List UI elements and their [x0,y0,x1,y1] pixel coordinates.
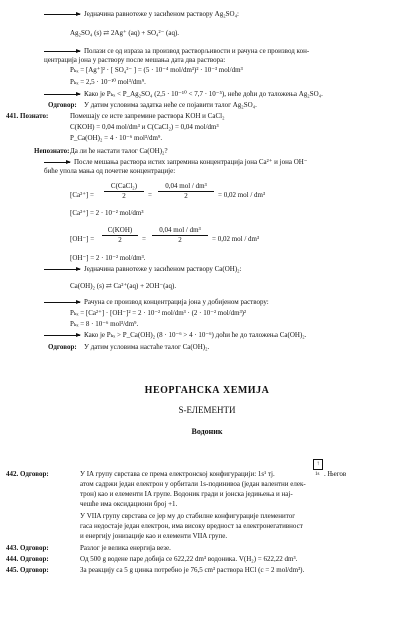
text-line: Разлог је велика енергија везе. [80,544,171,552]
orbital-box: ↑ [313,459,323,470]
equation: [Ca²⁺] = 2 · 10⁻² mol/dm³ [70,209,144,217]
answer-label: 443. Одговор: [6,544,49,552]
text-line: и енергију јонизације као и елементи VIIA групе. [80,532,228,540]
answer-label: Одговор: [48,101,77,109]
formula-left: [OH⁻] = [70,235,95,243]
answer-text: У датим условима настаће талог Ca(OH)₂. [84,343,210,351]
text-line: Полази се од израза за производ растворљивости и рачуна се производ кон- [84,47,310,55]
numerator: C(CaCl₂) [104,182,144,192]
text-line: Како је Pₖₓ > P_Ca(OH)₂ (8 · 10⁻⁶ > 4 · 10⁻⁶) доћи ће до таложења Ca(OH)₂. [84,331,307,339]
numerator: 0,04 mol / dm³ [152,226,208,236]
arrow-icon [44,335,80,336]
problem-label: 441. Познато: [6,112,49,120]
equation: [OH⁻] = 2 · 10⁻² mol/dm³. [70,254,146,262]
unknown-label: Непознато: [34,147,70,155]
fraction [104,182,144,201]
arrow-icon [44,94,80,95]
answer-text: У датим условима задатка неће се појавити талог Ag₂SO₄. [84,101,257,109]
text-line: Од 500 g водене паре добија се 622,22 dm³ водоника. V(H₂) = 622,22 dm³. [80,555,298,563]
text-line: У IA групу сврстава се према електронској конфигурацији: 1s¹ тј. [80,470,275,478]
answer-label: 442. Одговор: [6,470,49,478]
fraction [152,226,208,245]
text-line: гаса недостаје један електрон, има високу вредност за електронегативност [80,522,303,530]
equals-sign: = [142,235,146,243]
text-line: После мешања раствора истих запремина концентрација јона Ca²⁺ и јона OH⁻ [74,158,308,166]
text-line: C(KOH) = 0,04 mol/dm³ и C(CaCl₂) = 0,04 mol/dm³ [70,123,219,131]
answer-label: 444. Одговор: [6,555,49,563]
fraction [158,182,214,201]
equation: Pₖₓ = 2,5 · 10⁻¹⁰ mol³/dm⁹. [70,78,146,86]
numerator: 0,04 mol / dm³ [158,182,214,192]
equals-sign: = [148,191,152,199]
text-line: У VIIA групу сврстава се јер му до стабилне конфигурације племенитог [80,512,296,520]
denominator: 2 [184,192,188,200]
text-line: . Његов [324,470,347,478]
text-line: Рачуна се производ концентрација јона у добијеном раствору: [84,298,269,306]
arrow-icon [44,269,80,270]
text-line: центрација јона у раствору после мешања дата два раствора: [44,56,226,64]
orbital-label: 1s [315,472,320,477]
equation: Pₖₓ = [Ag⁺]² · [ SO₄²⁻ ] = (5 · 10⁻⁴ mol/dm³)² · 10⁻³ mol/dm³ [70,66,243,74]
subsection-title: Водоник [191,427,223,436]
arrow-icon [44,14,80,15]
text-line: P_Ca(OH)₂ = 4 · 10⁻⁶ mol³/dm⁹. [70,134,163,142]
text-line: чешће има оксидациони број +1. [80,500,178,508]
section-title: НЕОРГАНСКА ХЕМИЈА [144,385,270,396]
arrow-icon [44,51,80,52]
text-line: За реакцију са 5 g цинка потребно је 76,5 cm³ раствора HCl (c = 2 mol/dm³). [80,566,305,574]
formula-result: = 0,02 mol / dm³ [218,191,266,199]
answer-label: 445. Одговор: [6,566,49,574]
arrow-icon [44,302,80,303]
denominator: 2 [118,236,122,244]
text-line: биће упола мања од почетне концентрације: [44,167,176,175]
formula-left: [Ca²⁺] = [70,191,94,199]
section-subtitle: S-ЕЛЕМЕНТИ [178,405,236,415]
text-line: Како је Pₖₓ < P_Ag₂SO₄ (2,5 · 10⁻¹⁰ < 7,7 · 10⁻⁵), неће доћи до таложења Ag₂SO₄. [84,90,323,98]
text-line: трон) као и елементи IA групе. Водоник гради и јонска једињења и нај- [80,490,293,498]
answer-label: Одговор: [48,343,77,351]
equation: Pₖₓ = 8 · 10⁻⁶ mol³/dm⁹. [70,320,139,328]
equation: Pₖₓ = [Ca²⁺] · [OH⁻]² = 2 · 10⁻² mol/dm³ · (2 · 10⁻² mol/dm³)² [70,309,247,317]
text-line: Да ли ће настати талог Ca(OH)₂? [70,147,168,155]
formula-result: = 0,02 mol / dm³ [212,235,260,243]
text-line: Помешају се исте запремине раствора KOH и CaCl₂ [70,112,225,120]
text-line: атом садржи један електрон у орбитали 1s-подинивоа (један валентни елек- [80,480,306,488]
arrow-icon [44,162,70,163]
fraction [102,226,138,245]
equation: Ca(OH)₂ (s) ⇄ Ca²⁺(aq) + 2OH⁻(aq). [70,282,177,290]
text-line: Једначина равнотеже у засићеном раствору Ca(OH)₂: [84,265,242,273]
denominator: 2 [178,236,182,244]
denominator: 2 [122,192,126,200]
text-line: Једначина равнотеже у засићеном раствору Ag₂SO₄: [84,10,239,18]
equation: Ag₂SO₄ (s) ⇄ 2Ag⁺ (aq) + SO₄²⁻ (aq). [70,29,180,37]
numerator: C(KOH) [102,226,138,236]
